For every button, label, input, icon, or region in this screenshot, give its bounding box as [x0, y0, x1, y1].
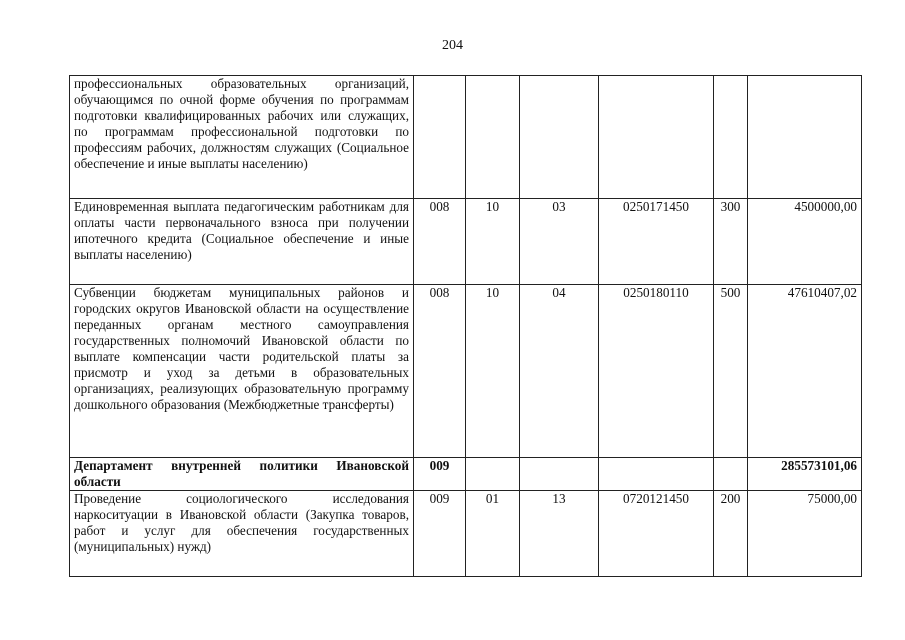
target-article-code	[599, 76, 714, 199]
target-article-code: 0250180110	[599, 285, 714, 458]
ved-code: 009	[414, 491, 466, 577]
section-code: 01	[466, 491, 520, 577]
amount-value: 4500000,00	[748, 199, 862, 285]
target-article-code: 0250171450	[599, 199, 714, 285]
expense-type-code: 300	[714, 199, 748, 285]
expense-type-code: 500	[714, 285, 748, 458]
expense-type-code: 200	[714, 491, 748, 577]
subsection-code	[520, 458, 599, 491]
row-description: профессиональных образовательных организаций, обучающимся по очной форме обучения по программам подготовки квалифицированных рабочих или служащих, по программам профессиональной подготовки по профессиям рабочих, должностям служащих (Социальное обеспечение и иные выплаты населению)	[70, 76, 414, 199]
ved-code	[414, 76, 466, 199]
section-code: 10	[466, 285, 520, 458]
expense-type-code	[714, 76, 748, 199]
target-article-code: 0720121450	[599, 491, 714, 577]
row-description: Проведение социологического исследования наркоситуации в Ивановской области (Закупка товаров, работ и услуг для обеспечения государственных (муниципальных) нужд)	[70, 491, 414, 577]
row-description: Единовременная выплата педагогическим работникам для оплаты части первоначального взноса при получении ипотечного кредита (Социальное обеспечение и иные выплаты населению)	[70, 199, 414, 285]
table-row	[70, 76, 862, 199]
subsection-code	[520, 76, 599, 199]
subsection-code: 03	[520, 199, 599, 285]
table-row	[70, 491, 862, 577]
row-description: Департамент внутренней политики Ивановской области	[70, 458, 414, 491]
section-code: 10	[466, 199, 520, 285]
table-row	[70, 285, 862, 458]
amount-value	[748, 76, 862, 199]
budget-table	[69, 75, 862, 577]
section-code	[466, 458, 520, 491]
section-code	[466, 76, 520, 199]
amount-value: 47610407,02	[748, 285, 862, 458]
table-row	[70, 458, 862, 491]
amount-value: 285573101,06	[748, 458, 862, 491]
target-article-code	[599, 458, 714, 491]
subsection-code: 13	[520, 491, 599, 577]
row-description: Субвенции бюджетам муниципальных районов и городских округов Ивановской области на осуществление переданных органам местного самоуправления государственных полномочий Ивановской области по выплате компенсации части родительской платы за присмотр и уход за детьми в образовательных организациях, реализующих образовательную программу дошкольного образования (Межбюджетные трансферты)	[70, 285, 414, 458]
expense-type-code	[714, 458, 748, 491]
ved-code: 008	[414, 199, 466, 285]
ved-code: 009	[414, 458, 466, 491]
amount-value: 75000,00	[748, 491, 862, 577]
page-number: 204	[442, 38, 463, 53]
table-row	[70, 199, 862, 285]
subsection-code: 04	[520, 285, 599, 458]
ved-code: 008	[414, 285, 466, 458]
